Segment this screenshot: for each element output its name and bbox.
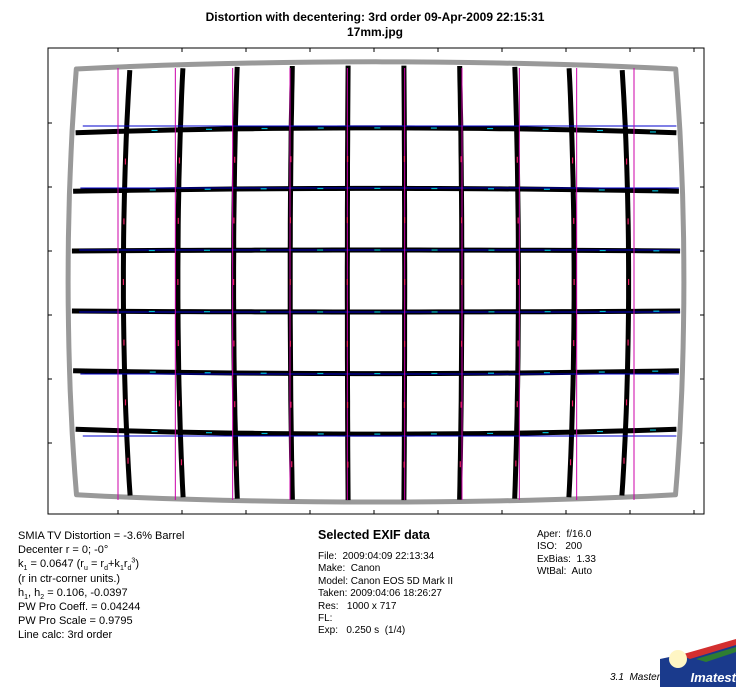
r-units-note: (r in ctr-corner units.) <box>18 572 121 585</box>
exif-make: Make: Canon <box>318 563 381 575</box>
decenter-value: Decenter r = 0; -0° <box>18 544 109 557</box>
exif-title: Selected EXIF data <box>318 528 430 542</box>
plot-area <box>48 48 704 514</box>
camera-iso: ISO: 200 <box>537 541 583 553</box>
camera-settings-panel <box>537 529 596 579</box>
imatest-brand: Imatest <box>690 670 736 685</box>
pw-pro-scale: PW Pro Scale = 0.9795 <box>18 615 133 628</box>
chart-title-line2: 17mm.jpg <box>346 25 403 39</box>
camera-exbias: ExBias: 1.33 <box>537 553 596 565</box>
pw-pro-coeff: PW Pro Coeff. = 0.04244 <box>18 601 141 614</box>
version-label: 3.1 Master <box>610 672 661 683</box>
smia-tv-distortion: SMIA TV Distortion = -3.6% Barrel <box>18 530 185 542</box>
exif-file: File: 2009:04:09 22:13:34 <box>318 551 435 562</box>
exif-taken: Taken: 2009:04:06 18:26:27 <box>318 588 442 600</box>
exif-fl: FL: <box>318 613 333 625</box>
exif-exposure: Exp: 0.250 s (1/4) <box>318 625 406 637</box>
distortion-metrics-panel <box>18 529 184 643</box>
exif-list <box>318 551 453 638</box>
h-coefficients: $h_1$, $h_2 = 0.106$, -0.0397 <box>18 586 128 601</box>
camera-wtbal: WtBal: Auto <box>537 566 593 578</box>
camera-aperture: Aper: f/16.0 <box>537 529 592 540</box>
chart-title-line1: Distortion with decentering: 3rd order 09-Apr-2009 22:15:31 <box>205 10 545 24</box>
k1-formula: $k_1 = 0.0647$ $(r_u = r_d+k_1r_d^3)$ <box>18 557 139 573</box>
line-calc: Line calc: 3rd order <box>18 629 113 642</box>
exif-res: Res: 1000 x 717 <box>318 600 397 612</box>
exif-model: Model: Canon EOS 5D Mark II <box>318 575 454 587</box>
